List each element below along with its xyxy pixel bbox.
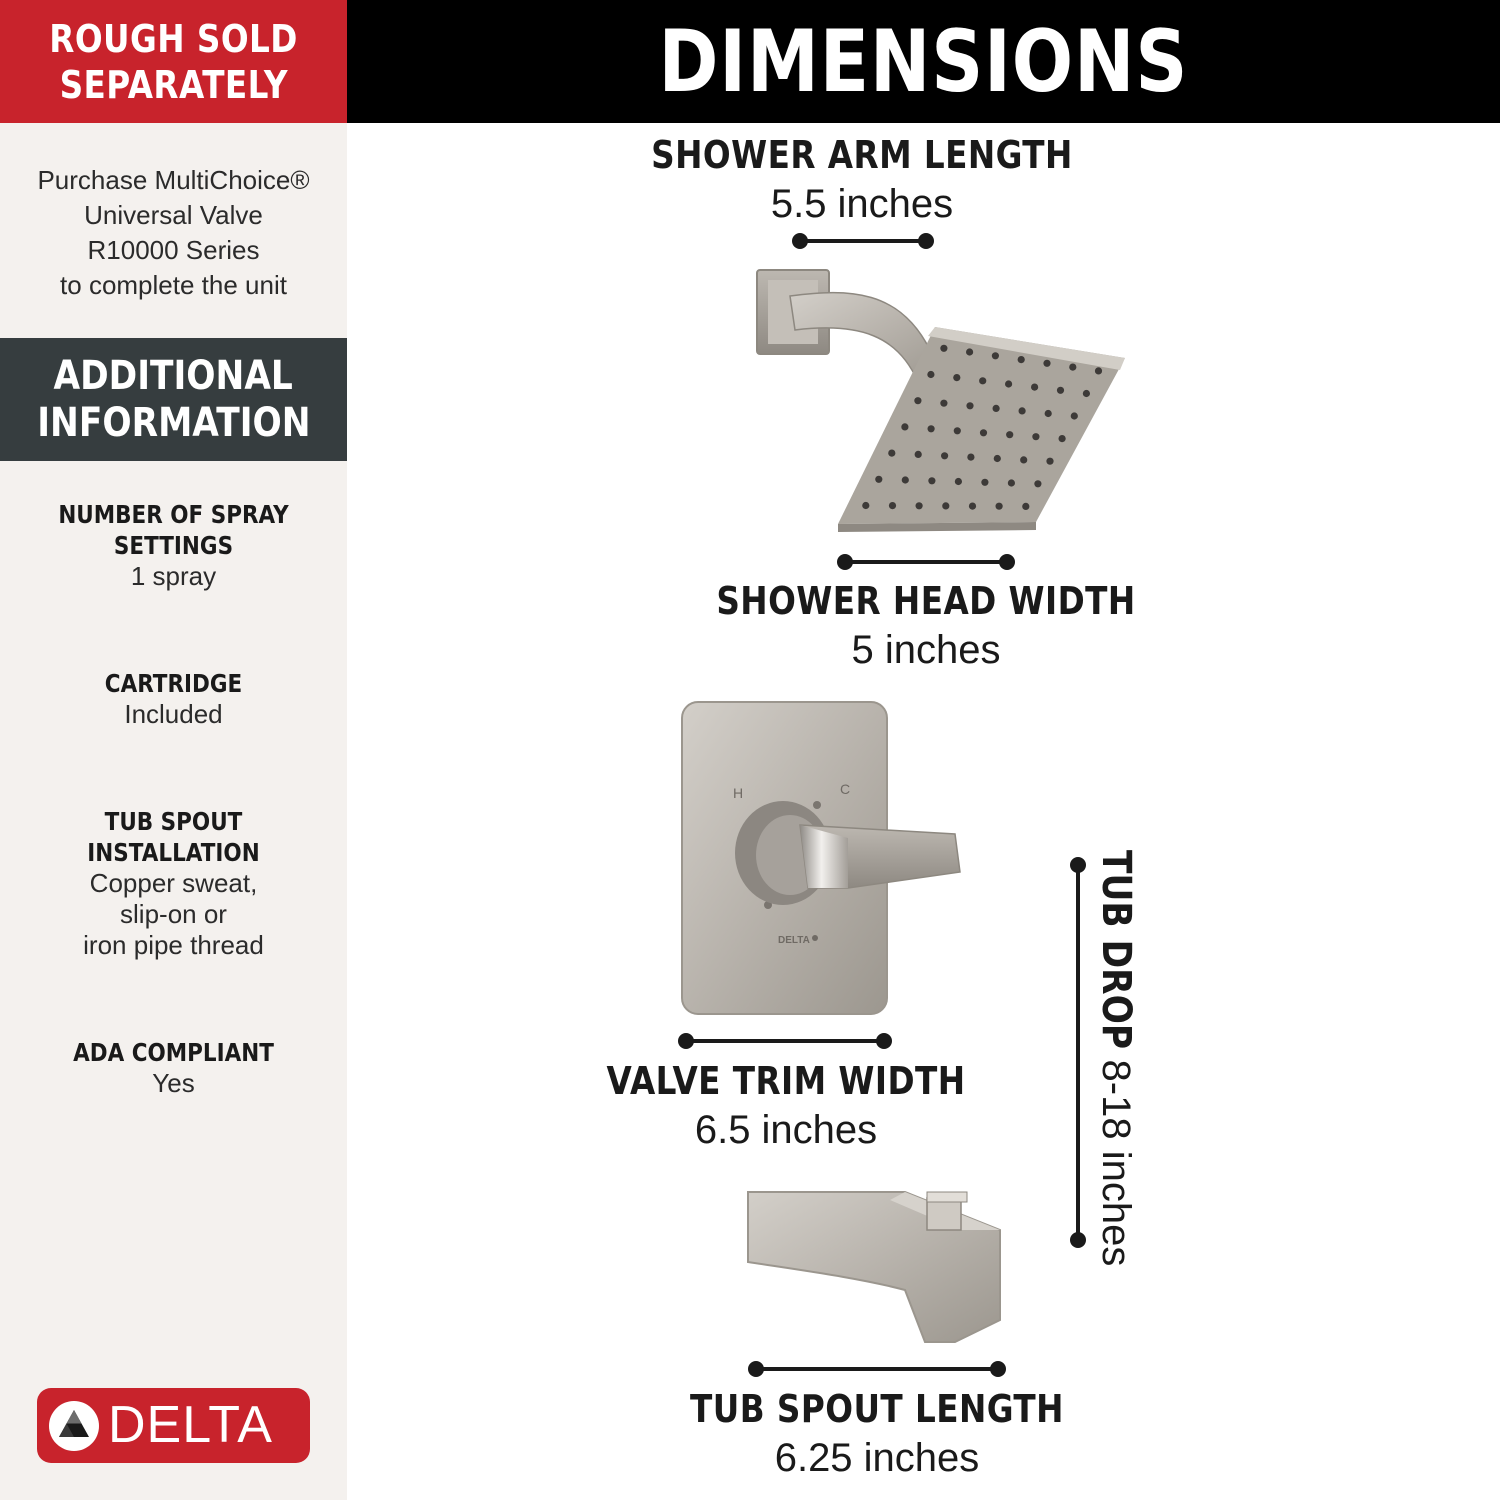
shower-nozzle xyxy=(1045,410,1052,417)
dimension-label: SHOWER ARM LENGTH xyxy=(651,133,1073,177)
spec-label: INSTALLATION xyxy=(87,838,260,867)
purchase-note-line-1: Purchase MultiChoice® xyxy=(37,165,310,195)
shower-nozzle xyxy=(1019,407,1026,414)
shower-nozzle xyxy=(966,402,973,409)
shower-nozzle xyxy=(1071,412,1078,419)
purchase-note-line-4: to complete the unit xyxy=(60,270,287,300)
shower-nozzle xyxy=(1083,390,1090,397)
shower-nozzle xyxy=(993,405,1000,412)
shower-nozzle xyxy=(979,377,986,384)
info-banner-line-1: ADDITIONAL xyxy=(53,352,294,399)
spec-value: Yes xyxy=(152,1068,195,1098)
rough-banner-line-2: SEPARATELY xyxy=(59,62,288,107)
shower-nozzle xyxy=(954,427,961,434)
shower-nozzle xyxy=(928,477,935,484)
shower-nozzle xyxy=(875,476,882,483)
valve-trim-width-measure-line xyxy=(678,1033,892,1049)
shower-nozzle xyxy=(969,503,976,510)
shower-nozzle xyxy=(1020,456,1027,463)
spec-value: Copper sweat, xyxy=(89,868,258,898)
shower-nozzle xyxy=(914,397,921,404)
shower-nozzle xyxy=(902,476,909,483)
shower-nozzle xyxy=(915,451,922,458)
shower-nozzle xyxy=(1095,367,1102,374)
shower-nozzle xyxy=(1043,360,1050,367)
shower-arm-measure-line xyxy=(792,233,934,249)
shower-head-width-measure-line xyxy=(837,554,1015,570)
delta-logo-text: DELTA xyxy=(108,1396,273,1454)
shower-nozzle xyxy=(996,503,1003,510)
dimension-label: SHOWER HEAD WIDTH xyxy=(716,579,1136,623)
rough-banner-line-1: ROUGH SOLD xyxy=(49,16,298,61)
dimension-label: TUB SPOUT LENGTH xyxy=(690,1387,1064,1431)
shower-nozzle xyxy=(980,429,987,436)
shower-nozzle xyxy=(1034,480,1041,487)
dimension-label: TUB DROP xyxy=(1093,850,1139,1050)
dimension-value: 5 inches xyxy=(851,628,1001,672)
shower-nozzle xyxy=(1032,433,1039,440)
shower-nozzle xyxy=(941,452,948,459)
shower-nozzle xyxy=(940,400,947,407)
valve-trim-image xyxy=(682,702,960,1014)
shower-nozzle xyxy=(940,345,947,352)
page-title: DIMENSIONS xyxy=(658,11,1189,112)
shower-head-width xyxy=(666,576,1186,674)
dimension-value: 8-18 inches xyxy=(1094,1059,1139,1267)
shower-nozzle xyxy=(1018,356,1025,363)
tub-spout-length-measure-line xyxy=(748,1361,1006,1377)
shower-nozzle xyxy=(955,478,962,485)
shower-nozzle xyxy=(1022,503,1029,510)
shower-nozzle xyxy=(1008,479,1015,486)
shower-nozzle xyxy=(1046,458,1053,465)
shower-arm-length xyxy=(602,130,1122,228)
shower-nozzle xyxy=(889,502,896,509)
shower-nozzle xyxy=(1006,431,1013,438)
spec-label: CARTRIDGE xyxy=(104,669,243,698)
valve-trim-width xyxy=(526,1056,1046,1154)
shower-nozzle xyxy=(888,450,895,457)
valve-cold-mark: C xyxy=(840,781,851,797)
dimension-value: 6.25 inches xyxy=(774,1436,980,1480)
tub-spout-length xyxy=(617,1384,1137,1482)
shower-nozzle xyxy=(862,502,869,509)
valve-brand-mark: DELTA xyxy=(778,935,810,946)
shower-nozzle xyxy=(1059,435,1066,442)
dimension-value: 5.5 inches xyxy=(770,182,954,226)
shower-nozzle xyxy=(994,455,1001,462)
tub-spout-image xyxy=(748,1192,1000,1342)
shower-nozzle xyxy=(1069,364,1076,371)
shower-nozzle xyxy=(928,425,935,432)
dimension-label: VALVE TRIM WIDTH xyxy=(606,1059,966,1103)
shower-nozzle xyxy=(981,479,988,486)
spec-value: Included xyxy=(124,699,223,729)
info-banner-line-2: INFORMATION xyxy=(36,399,311,446)
spec-label: TUB SPOUT xyxy=(104,807,243,836)
dimension-value: 6.5 inches xyxy=(694,1108,878,1152)
shower-nozzle xyxy=(992,352,999,359)
shower-nozzle xyxy=(1057,387,1064,394)
valve-hot-mark: H xyxy=(733,785,744,801)
spec-value: 1 spray xyxy=(130,561,217,591)
shower-nozzle xyxy=(967,454,974,461)
shower-nozzle xyxy=(927,371,934,378)
shower-nozzle xyxy=(901,423,908,430)
spec-value: iron pipe thread xyxy=(83,930,264,960)
shower-nozzle xyxy=(916,502,923,509)
spec-label: ADA COMPLIANT xyxy=(73,1038,274,1067)
shower-nozzle xyxy=(953,374,960,381)
shower-head-image xyxy=(838,327,1125,532)
tub-drop xyxy=(1092,850,1140,1267)
spec-label: NUMBER OF SPRAY xyxy=(58,500,289,529)
purchase-note-line-3: R10000 Series xyxy=(87,235,260,265)
shower-nozzle xyxy=(966,348,973,355)
tub-drop-measure-line xyxy=(1070,857,1086,1248)
spec-label: SETTINGS xyxy=(113,531,234,560)
purchase-note-line-2: Universal Valve xyxy=(84,200,263,230)
shower-nozzle xyxy=(942,502,949,509)
shower-nozzle xyxy=(1005,380,1012,387)
shower-nozzle xyxy=(1031,384,1038,391)
spec-value: slip-on or xyxy=(120,899,227,929)
